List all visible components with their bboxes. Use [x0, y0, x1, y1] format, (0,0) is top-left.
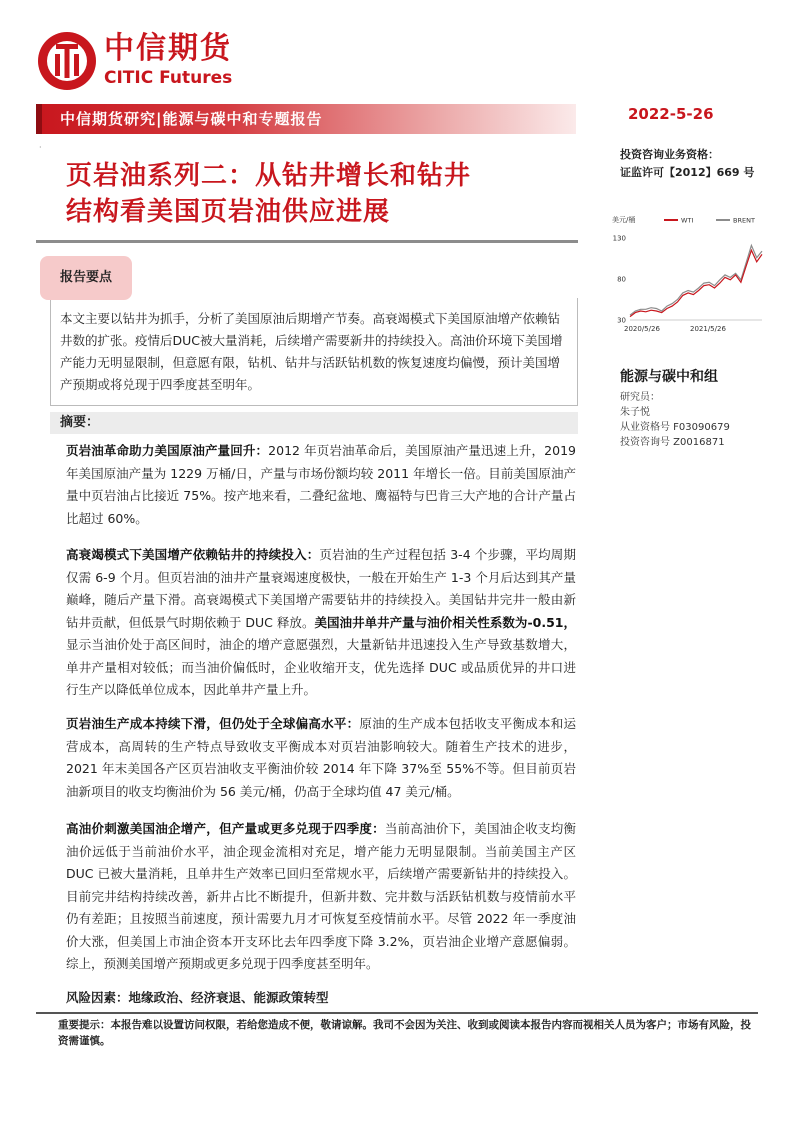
- analyst-info: [620, 390, 730, 450]
- report-title: [66, 158, 566, 230]
- banner-mark: ·: [39, 143, 42, 152]
- footer-divider: [36, 1012, 758, 1014]
- title-divider: [36, 240, 578, 243]
- group-title: 能源与碳中和组: [620, 369, 718, 385]
- oil-price-chart: [606, 212, 766, 340]
- paragraph-2-text: 页岩油的生产过程包括 3-4 个步骤，平均周期仅需 6-9 个月。但页岩油的油井产量衰竭速度极快，一般在开始生产 1-3 个月后达到其产量巅峰，随后产量下滑。高衰竭模式下美国增产需要钻井的持续投入。美国钻井完井一般由新钻井贡献，但低景气时期依赖于 DUC 释放。: [66, 547, 576, 630]
- logo-english-name: CITIC Futures: [104, 68, 233, 88]
- researcher-name: 朱子悦: [620, 407, 650, 418]
- qualification-block: [620, 146, 754, 182]
- paragraph-2: [66, 544, 576, 702]
- legend-wti-label: WTI: [681, 216, 694, 225]
- chart-x-tick-label: 2020/5/26: [624, 325, 660, 333]
- title-line-2: 结构看美国页岩油供应进展: [66, 197, 391, 227]
- chart-series-brent: [630, 245, 762, 315]
- paragraph-4-heading: 高油价刺激美国油企增产，但产量或更多兑现于四季度：: [66, 821, 385, 836]
- chart-series-wti: [630, 250, 762, 316]
- chart-y-tick-label: 130: [612, 234, 626, 243]
- banner-accent-bar: [36, 104, 42, 134]
- important-notice: 重要提示：本报告难以设置访问权限，若给您造成不便，敬请谅解。我司不会因为关注、收到或阅读本报告内容而视相关人员为客户；市场有风险，投资需谨慎。: [58, 1019, 751, 1047]
- paragraph-3-text: 原油的生产成本包括收支平衡成本和运营成本，高周转的生产特点导致收支平衡成本对页岩油影响较大。随着生产技术的进步，2021 年末美国各产区页岩油收支平衡油价较 2014 年下降 37%至 55%不等。但目前页岩油新项目的收支均衡油价为 56 美元/桶，仍高于全球均值 47 美元/桶。: [66, 716, 576, 799]
- banner-text: 中信期货研究|能源与碳中和专题报告: [60, 110, 323, 128]
- qualification-license: 证监许可【2012】669 号: [620, 166, 755, 179]
- title-line-1: 页岩油系列二：从钻井增长和钻井: [66, 161, 472, 191]
- paragraph-1-heading: 页岩油革命助力美国原油产量回升：: [66, 443, 269, 458]
- paragraph-3: [66, 713, 576, 803]
- citic-logo-icon: [36, 30, 98, 92]
- paragraph-1: [66, 440, 576, 530]
- report-date: 2022-5-26: [628, 105, 714, 123]
- report-banner: [36, 104, 576, 134]
- paragraph-2-text-2: 显示当油价处于高区间时，油企的增产意愿强烈，大量新钻井迅速投入生产导致基数增大，单井产量相对较低；而当油价偏低时，企业收缩开支，优先选择 DUC 或品质优异的井口进行生产以降低单位成本，因此单井产量上升。: [66, 637, 576, 697]
- paragraph-1-text: 2012 年页岩油革命后，美国原油产量迅速上升，2019 年美国原油产量为 1229 万桶/日，产量与市场份额均较 2011 年增长一倍。目前美国原油产量中页岩油占比接近 75%。按产地来看，二叠纪盆地、鹰福特与巴肯三大产地的合计产量占比超过 60%。: [66, 443, 576, 526]
- qualification-label: 投资咨询业务资格：: [620, 148, 719, 161]
- legend-brent-label: BRENT: [733, 216, 755, 225]
- chart-x-tick-label: 2021/5/26: [690, 325, 726, 333]
- chart-y-tick-label: 30: [617, 316, 626, 325]
- chart-unit-label: 美元/桶: [612, 216, 636, 224]
- summary-label-pill: [40, 256, 132, 300]
- paragraph-4-text: 当前高油价下，美国油企收支均衡油价远低于当前油价水平，油企现金流相对充足，增产能力无明显限制。当前美国主产区 DUC 已被大量消耗，且单井生产效率已回归至常规水平，后续增产需要新钻井的持续投入。目前完井结构持续改善，新井占比不断提升，但新井数、完井数与活跃钻机数与疫情前水平仍有差距；且按照当前速度，预计需要九月才可恢复至疫情前水平。尽管 2022 年一季度油价大涨，但美国上市油企资本开支环比去年四季度下降 3.2%，页岩油企业增产意愿偏弱。综上，预测美国增产预期或更多兑现于四季度甚至明年。: [66, 821, 576, 971]
- logo-chinese-name: 中信期货: [104, 31, 232, 66]
- paragraph-3-heading: 页岩油生产成本持续下滑，但仍处于全球偏高水平：: [66, 716, 360, 731]
- abstract-label: 摘要：: [60, 415, 100, 430]
- chart-y-tick-label: 80: [617, 275, 626, 284]
- risk-factors: 风险因素：地缘政治、经济衰退、能源政策转型: [66, 990, 329, 1005]
- researcher-label: 研究员：: [620, 392, 660, 403]
- consult-number: 投资咨询号 Z0016871: [620, 437, 725, 448]
- paragraph-2-heading: 高衰竭模式下美国增产依赖钻井的持续投入：: [66, 547, 320, 562]
- paragraph-4: [66, 818, 576, 976]
- abstract-header: [50, 412, 578, 434]
- paragraph-2-highlight: 美国油井单井产量与油价相关性系数为-0.51，: [314, 614, 577, 630]
- summary-label: 报告要点: [59, 270, 112, 285]
- summary-text: 本文主要以钻井为抓手，分析了美国原油后期增产节奏。高衰竭模式下美国原油增产依赖钻井数的扩张。疫情后DUC被大量消耗，后续增产需要新井的持续投入。高油价环境下美国增产能力无明显限制，但意愿有限，钻机、钻井与活跃钻机数的恢复速度均偏慢，预计美国增产预期或将兑现于四季度甚至明年。: [60, 311, 563, 392]
- license-number: 从业资格号 F03090679: [620, 422, 730, 433]
